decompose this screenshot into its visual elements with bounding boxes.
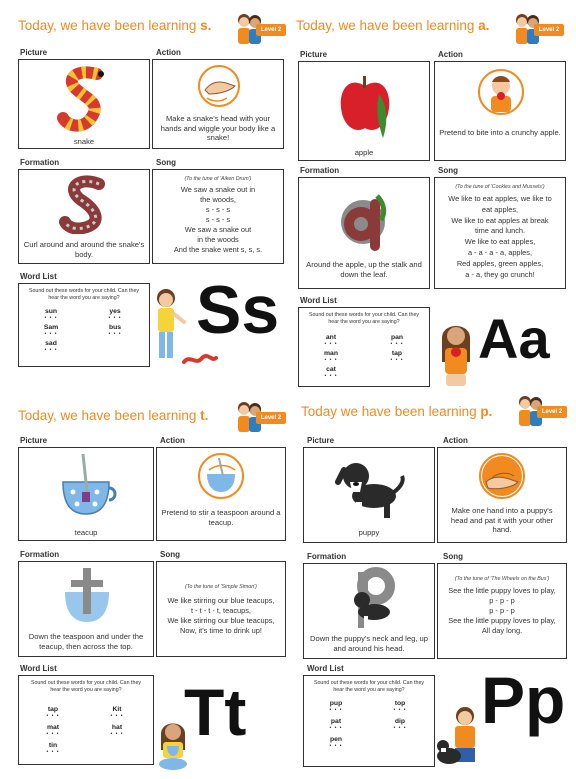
quadrant-p xyxy=(295,398,570,776)
word-text: tin xyxy=(48,742,58,749)
word-item xyxy=(377,350,417,363)
sound-dots: • • • xyxy=(46,731,60,737)
word-text: sad xyxy=(45,340,57,347)
word-text: pat xyxy=(330,718,342,725)
action-panel xyxy=(156,447,286,541)
word-item xyxy=(33,724,73,737)
quadrant-s xyxy=(12,8,288,388)
sound-dots: • • • xyxy=(324,373,338,379)
word-text: dip xyxy=(394,718,406,725)
heading-letter: a. xyxy=(478,18,490,33)
picture-panel xyxy=(18,59,150,149)
heading-letter: s. xyxy=(200,18,212,33)
formation-panel xyxy=(298,177,430,289)
wordlist-instructions: Sound out these words for your child. Can they hear the word you are saying? xyxy=(313,680,425,693)
word-item xyxy=(97,724,137,737)
girl-eating-apple-icon xyxy=(436,318,476,388)
formation-label: Formation xyxy=(307,552,347,561)
picture-panel xyxy=(298,61,430,161)
sound-dots: • • • xyxy=(324,357,338,363)
song-lyrics: We like stirring our blue teacups, t - t - t - t, teacups, We like stirring our blue teacups, Now, it's time to drink up! xyxy=(167,596,275,635)
song-panel xyxy=(434,177,566,289)
page-title xyxy=(296,18,489,33)
formation-label: Formation xyxy=(300,166,340,175)
action-text: Pretend to stir a teaspoon around a teacup. xyxy=(161,508,281,527)
picture-caption: teacup xyxy=(74,528,98,537)
song-label: Song xyxy=(443,552,463,561)
big-letters: Tt xyxy=(184,675,247,749)
formation-label: Formation xyxy=(20,550,60,559)
song-tune: (To the tune of 'The Wheels on the Bus') xyxy=(454,576,550,582)
heading-letter: t. xyxy=(200,408,209,423)
level-label: Level 2 xyxy=(256,24,286,36)
wordlist-instructions: Sound out these words for your child. Can they hear the word you are saying? xyxy=(28,288,140,301)
word-item xyxy=(377,334,417,347)
picture-label: Picture xyxy=(20,436,48,445)
sound-dots: • • • xyxy=(390,341,404,347)
sound-dots: • • • xyxy=(110,713,124,719)
word-item xyxy=(380,700,420,713)
boy-with-puppy-icon xyxy=(435,704,487,770)
wordlist-panel xyxy=(18,283,150,367)
word-item xyxy=(97,706,137,719)
wordlist-panel xyxy=(18,675,154,765)
formation-label: Formation xyxy=(20,158,60,167)
formation-panel xyxy=(303,563,435,659)
word-item xyxy=(311,366,351,379)
level-label: Level 2 xyxy=(256,412,286,424)
picture-panel xyxy=(303,447,435,543)
sound-dots: • • • xyxy=(110,731,124,737)
page-title xyxy=(18,408,208,423)
wordlist-label: Word List xyxy=(300,296,337,305)
patting-hands-icon xyxy=(478,452,526,500)
sound-dots: • • • xyxy=(108,331,122,337)
song-tune: (To the tune of 'Simple Simon') xyxy=(185,584,257,590)
word-item xyxy=(380,718,420,731)
word-text: tap xyxy=(391,350,403,357)
heading-text: Today we have been learning xyxy=(301,404,481,419)
song-lyrics: We saw a snake out in the woods, s - s - s s - s - s We saw a snake out in the woods And the snake went s, s, s. xyxy=(173,185,263,254)
sound-dots: • • • xyxy=(393,725,407,731)
formation-text: Around the apple, up the stalk and down the leaf. xyxy=(306,260,422,279)
word-item xyxy=(33,706,73,719)
action-text: Make a snake's head with your hands and wiggle your body like a snake! xyxy=(160,114,276,143)
small-snake-icon xyxy=(182,352,218,368)
heading-letter: p. xyxy=(480,404,493,419)
sound-dots: • • • xyxy=(46,749,60,755)
picture-caption: snake xyxy=(73,137,95,146)
sound-dots: • • • xyxy=(44,347,58,353)
song-label: Song xyxy=(156,158,176,167)
action-text: Pretend to bite into a crunchy apple. xyxy=(439,128,561,137)
level-badge xyxy=(234,398,286,436)
letter-s-formation-icon xyxy=(59,174,111,234)
word-item xyxy=(316,700,356,713)
picture-panel xyxy=(18,447,154,541)
level-badge xyxy=(234,10,286,48)
word-text: man xyxy=(324,350,338,357)
song-tune: (To the tune of 'Cockles and Mussels') xyxy=(455,184,545,190)
wordlist-label: Word List xyxy=(307,664,344,673)
word-text: cat xyxy=(326,366,336,373)
sound-dots: • • • xyxy=(108,315,122,321)
big-letters: Pp xyxy=(481,663,566,737)
heading-text: Today, we have been learning xyxy=(18,408,201,423)
sound-dots: • • • xyxy=(329,707,343,713)
letter-p-formation-icon xyxy=(340,566,402,630)
puppy-icon xyxy=(334,452,406,524)
picture-label: Picture xyxy=(20,48,48,57)
word-item xyxy=(95,324,135,337)
sound-dots: • • • xyxy=(46,713,60,719)
sound-dots: • • • xyxy=(393,707,407,713)
action-label: Action xyxy=(156,48,181,57)
word-text: tap xyxy=(47,706,59,713)
page-title xyxy=(18,18,211,33)
formation-panel xyxy=(18,561,154,657)
action-label: Action xyxy=(443,436,468,445)
teacup-icon xyxy=(55,452,117,524)
song-label: Song xyxy=(438,166,458,175)
word-text: ant xyxy=(325,334,337,341)
wordlist-label: Word List xyxy=(20,272,57,281)
formation-text: Down the teaspoon and under the teacup, then across the top. xyxy=(28,632,144,651)
word-text: pan xyxy=(390,334,404,341)
word-item xyxy=(33,742,73,755)
level-badge xyxy=(512,10,564,48)
wordlist-label: Word List xyxy=(20,664,57,673)
sound-dots: • • • xyxy=(324,341,338,347)
song-panel xyxy=(437,563,567,659)
sound-dots: • • • xyxy=(329,725,343,731)
word-text: mat xyxy=(46,724,60,731)
big-letters: Ss xyxy=(196,272,280,348)
song-panel xyxy=(156,561,286,657)
word-text: top xyxy=(394,700,406,707)
word-text: bus xyxy=(108,324,122,331)
word-text: hat xyxy=(111,724,123,731)
word-text: pup xyxy=(329,700,343,707)
action-label: Action xyxy=(160,436,185,445)
wordlist-instructions: Sound out these words for your child. Can they hear the word you are saying? xyxy=(308,312,420,325)
snake-icon xyxy=(55,64,115,136)
level-label: Level 2 xyxy=(534,24,564,36)
word-item xyxy=(316,718,356,731)
word-item xyxy=(31,340,71,353)
wordlist-instructions: Sound out these words for your child. Can they hear the word you are saying? xyxy=(30,680,142,693)
sound-dots: • • • xyxy=(390,357,404,363)
word-item xyxy=(31,324,71,337)
sound-dots: • • • xyxy=(329,743,343,749)
word-text: yes xyxy=(109,308,121,315)
child-pointing-icon xyxy=(150,286,186,366)
word-text: Kit xyxy=(112,706,122,713)
formation-text: Curl around and around the snake's body. xyxy=(23,240,145,259)
action-panel xyxy=(152,59,284,149)
picture-caption: apple xyxy=(354,148,374,157)
wordlist-panel xyxy=(298,307,430,387)
formation-panel xyxy=(18,169,150,264)
heading-text: Today, we have been learning xyxy=(18,18,201,33)
page-title xyxy=(301,404,492,419)
action-label: Action xyxy=(438,50,463,59)
sound-dots: • • • xyxy=(44,331,58,337)
sound-dots: • • • xyxy=(44,315,58,321)
word-text: pen xyxy=(329,736,343,743)
word-text: Sam xyxy=(43,324,59,331)
formation-text: Down the puppy's neck and leg, up and around his head. xyxy=(310,634,428,653)
song-lyrics: See the little puppy loves to play, p - p - p p - p - p See the little puppy loves to play, All day long. xyxy=(448,586,556,635)
level-label: Level 2 xyxy=(537,406,567,418)
quadrant-a xyxy=(290,8,568,388)
song-label: Song xyxy=(160,550,180,559)
picture-label: Picture xyxy=(300,50,328,59)
action-text: Make one hand into a puppy's head and pat it with your other hand. xyxy=(450,506,554,535)
quadrant-t xyxy=(12,398,288,776)
big-letters: Aa xyxy=(478,307,550,370)
word-item xyxy=(316,736,356,749)
biting-child-icon xyxy=(477,68,525,116)
word-item xyxy=(95,308,135,321)
word-item xyxy=(311,350,351,363)
song-tune: (To the tune of 'Aiken Drum') xyxy=(184,176,252,182)
word-item xyxy=(311,334,351,347)
picture-caption: puppy xyxy=(358,528,380,537)
word-text: sun xyxy=(44,308,58,315)
stirring-teacup-icon xyxy=(197,452,245,500)
picture-label: Picture xyxy=(307,436,335,445)
snake-hands-icon xyxy=(197,64,241,108)
level-badge xyxy=(515,392,567,430)
action-panel xyxy=(437,447,567,543)
action-panel xyxy=(434,61,566,161)
letter-a-formation-icon xyxy=(335,184,395,254)
word-item xyxy=(31,308,71,321)
song-panel xyxy=(152,169,284,264)
wordlist-panel xyxy=(303,675,435,767)
heading-text: Today, we have been learning xyxy=(296,18,479,33)
letter-t-formation-icon xyxy=(57,566,117,628)
apple-icon xyxy=(335,68,395,140)
song-lyrics: We like to eat apples, we like to eat apples, We like to eat apples at break time and lunch. We like to eat apples, a - a - a - a, apples, Red apples, green apples, a - a, they go crunch! xyxy=(448,194,552,279)
